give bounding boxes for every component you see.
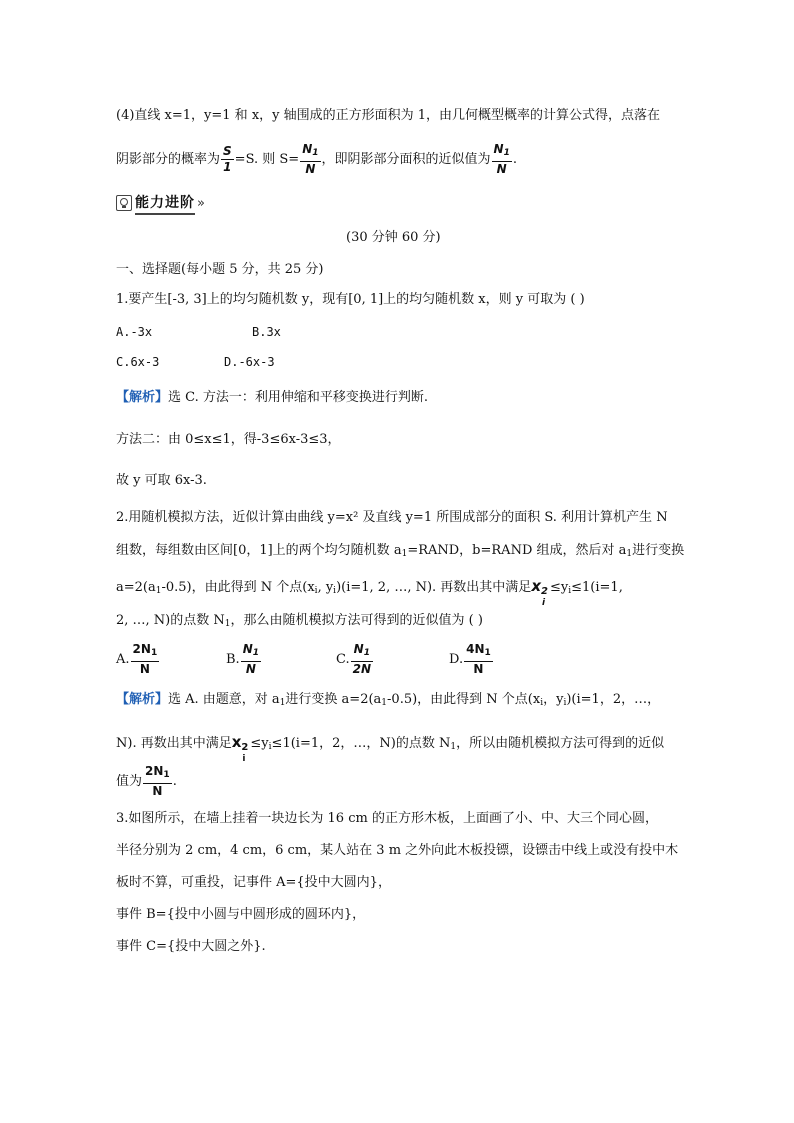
fraction: $\frac{2N_1}{N}$ (145, 764, 170, 798)
text: ，即阴影部分面积的近似值为 (321, 152, 491, 167)
solution-line (116, 732, 665, 764)
text-line (116, 142, 517, 178)
question-stem (116, 541, 684, 564)
solution-line (116, 388, 428, 408)
math-term: x 2 i (231, 733, 249, 764)
solution-tag: 【解析】 (116, 390, 169, 405)
question-stem: 半径分别为 2 cm，4 cm，6 cm，某人站在 3 m 之外向此木板投镖，设镖击中线上或没有投中木 (116, 843, 679, 858)
part-title: 一、选择题(每小题 5 分，共 25 分) (116, 262, 324, 277)
subscript: 1 (155, 586, 162, 596)
section-title: 能力进阶 (135, 192, 195, 215)
question-stem: 事件 B={投中小圆与中圆形成的圆环内}， (116, 907, 366, 922)
fraction: $\frac{2N_1}{N}$ (132, 642, 158, 676)
solution-line: 故 y 可取 6x-3. (116, 473, 207, 488)
fraction: $\frac{S}{1}$ (223, 144, 232, 174)
chevron-icon: » (197, 195, 205, 211)
question-stem: 3.如图所示，在墙上挂着一块边长为 16 cm 的正方形木板，上面画了小、中、大三个同心圆， (116, 811, 658, 826)
text: 组数，每组数由区间[0，1]上的两个均匀随机数 a (116, 543, 402, 558)
text: N). 再数出其中满足 (116, 736, 232, 751)
question-stem: 2.用随机模拟方法，近似计算由曲线 y=x² 及直线 y=1 所围成部分的面积 S. 利用计算机产生 N (116, 510, 668, 525)
text: 值为 (116, 774, 143, 789)
fraction: $\frac{N_1}{N}$ (242, 642, 259, 676)
text: ，y (543, 692, 564, 707)
text: ，那么由随机模拟方法可得到的近似值为 ( ) (230, 613, 483, 628)
text: 阴影部分的概率为 (116, 152, 221, 167)
subscript: 1 (224, 619, 231, 629)
text: -0.5)，由此得到 N 个点(x (387, 692, 541, 707)
question-stem: 事件 C={投中大圆之外}. (116, 939, 266, 954)
option-b: B. $\frac{N_1}{N}$ (226, 642, 259, 676)
text: ≤1(i=1，2，…，N)的点数 N (271, 736, 451, 751)
text: ≤y (550, 580, 569, 595)
solution-line (116, 690, 660, 713)
text: 选 C. 方法一：利用伸缩和平移变换进行判断. (168, 390, 429, 405)
text: 进行变换 (632, 543, 685, 558)
text: )(i=1, 2, …, N). 再数出其中满足 (336, 580, 532, 595)
text: ≤1(i=1, (571, 580, 623, 595)
time-limit: (30 分钟 60 分) (346, 230, 441, 245)
text: -0.5)，由此得到 N 个点(x (161, 580, 315, 595)
text: , y (317, 580, 334, 595)
text: 进行变换 a=2(a (285, 692, 382, 707)
text: ，所以由随机模拟方法可得到的近似 (456, 736, 665, 751)
question-stem: 板时不算，可重投，记事件 A={投中大圆内}， (116, 875, 391, 890)
solution-line (116, 764, 177, 800)
solution-tag: 【解析】 (116, 692, 169, 707)
text: 选 A. 由题意，对 a (168, 692, 280, 707)
fraction: $\frac{N_1}{N}$ (302, 142, 319, 176)
solution-line: 方法二：由 0≤x≤1，得-3≤6x-3≤3， (116, 432, 341, 447)
text: ≤y (250, 736, 269, 751)
text: =S. 则 S= (234, 152, 300, 167)
option: D.-6x-3 (224, 355, 275, 369)
subscript: i (563, 698, 567, 708)
question-stem (116, 576, 623, 608)
subscript: 1 (401, 549, 408, 559)
option-c: C. $\frac{N_1}{2N}$ (336, 642, 372, 676)
subscript: i (568, 586, 572, 596)
subscript: 1 (626, 549, 633, 559)
subscript: 1 (381, 698, 388, 708)
text: )(i=1，2，…， (566, 692, 661, 707)
text: . (172, 774, 177, 789)
option: A.-3x (116, 325, 153, 339)
question-stem (116, 611, 483, 634)
text: 2, …, N)的点数 N (116, 613, 225, 628)
fraction: $\frac{4N_1}{N}$ (466, 642, 491, 676)
text-line: (4)直线 x=1，y=1 和 x，y 轴围成的正方形面积为 1，由几何概型概率的计算公式得，点落在 (116, 108, 661, 123)
text: . (512, 152, 517, 167)
subscript: 1 (279, 698, 286, 708)
option: B.3x (252, 325, 281, 339)
text: =RAND，b=RAND 组成，然后对 a (407, 543, 627, 558)
option-d: D. $\frac{4N_1}{N}$ (449, 642, 491, 676)
math-term: x 2 i (531, 577, 548, 608)
section-heading (116, 192, 205, 214)
option: C.6x-3 (116, 355, 160, 369)
fraction: $\frac{N_1}{2N}$ (352, 642, 372, 676)
subscript: i (314, 586, 318, 596)
fraction: $\frac{N_1}{N}$ (493, 142, 510, 176)
text: a=2(a (116, 580, 156, 595)
question-stem: 1.要产生[-3, 3]上的均匀随机数 y，现有[0, 1]上的均匀随机数 x，则 y 可取为 ( ) (116, 292, 585, 307)
subscript: i (268, 742, 272, 752)
option-a: A. $\frac{2N_1}{N}$ (116, 642, 158, 676)
subscript: i (333, 586, 337, 596)
subscript: 1 (450, 742, 457, 752)
subscript: i (540, 698, 544, 708)
lightbulb-icon (116, 195, 132, 211)
